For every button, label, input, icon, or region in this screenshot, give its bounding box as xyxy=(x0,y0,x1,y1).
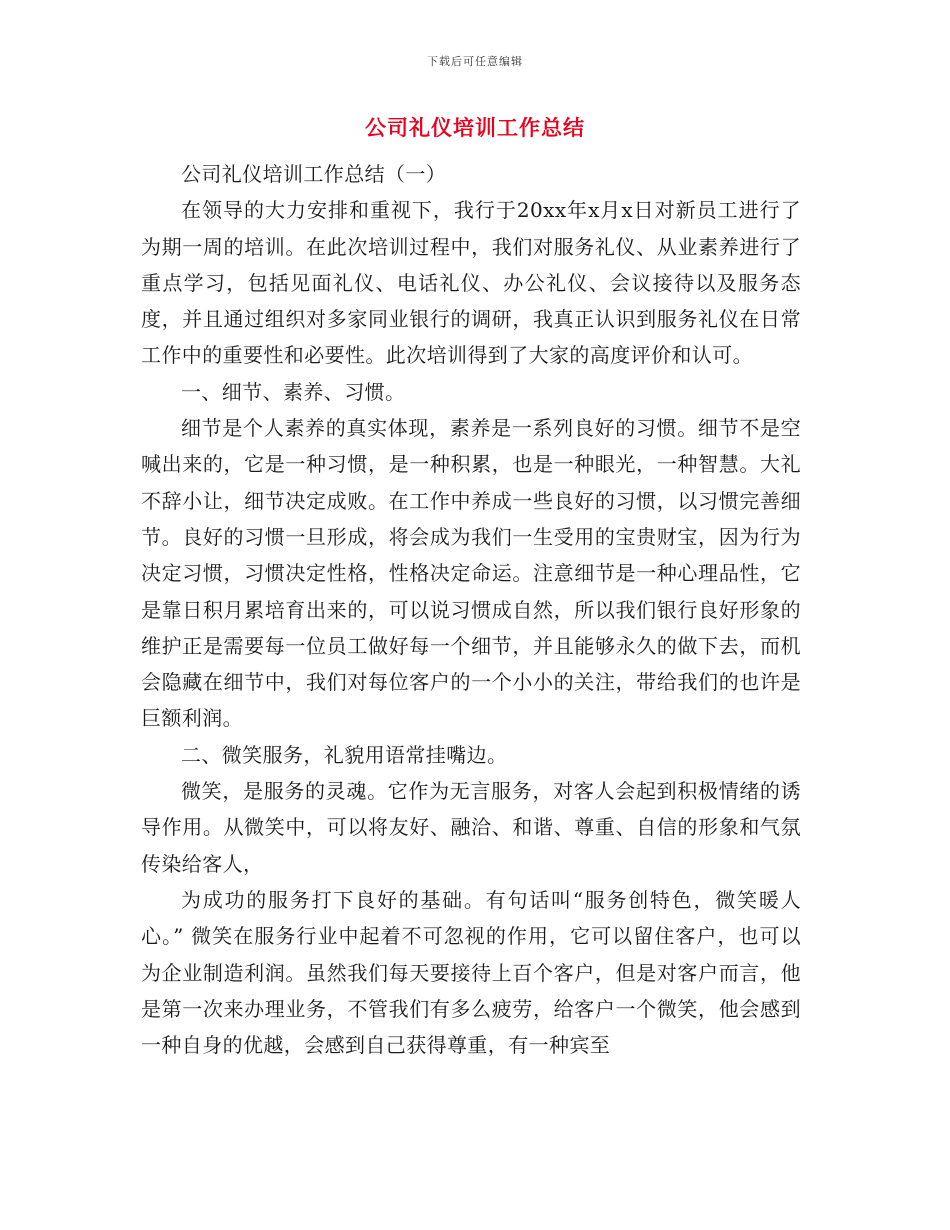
body-paragraph-smile-continued: 为成功的服务打下良好的基础。有句话叫“服务创特色，微笑暖人心。” 微笑在服务行业中起着不可忽视的作用，它可以留住客户，也可以为企业制造利润。虽然我们每天要接待上百个客户，但是对客户而言，他是第一次来办理业务，不管我们有多么疲劳，给客户一个微笑，他会感到一种自身的优越，会感到自己获得尊重，有一种宾至 xyxy=(141,887,801,1058)
page-header-note: 下载后可任意编辑 xyxy=(427,55,523,68)
body-paragraph-details: 细节是个人素养的真实体现，素养是一系列良好的习惯。细节不是空喊出来的，它是一种习惯，是一种积累，也是一种眼光，一种智慧。大礼不辞小让，细节决定成败。在工作中养成一些良好的习惯，以习惯完善细节。良好的习惯一旦形成，将会成为我们一生受用的宝贵财宝，因为行为决定习惯，习惯决定性格，性格决定命运。注意细节是一种心理品性，它是靠日积月累培育出来的，可以说习惯成自然，所以我们银行良好形象的维护正是需要每一位员工做好每一个细节，并且能够永久的做下去，而机会隐藏在细节中，我们对每位客户的一个小小的关注，带给我们的也许是巨额利润。 xyxy=(141,416,801,731)
body-paragraph-training-overview: 在领导的大力安排和重视下，我行于20xx年x月x日对新员工进行了为期一周的培训。在此次培训过程中，我们对服务礼仪、从业素养进行了重点学习，包括见面礼仪、电话礼仪、办公礼仪、会议接待以及服务态度，并且通过组织对多家同业银行的调研，我真正认识到服务礼仪在日常工作中的重要性和必要性。此次培训得到了大家的高度评价和认可。 xyxy=(141,198,801,368)
document-body xyxy=(141,156,801,1063)
body-paragraph-smile: 微笑，是服务的灵魂。它作为无言服务，对客人会起到积极情绪的诱导作用。从微笑中，可以将友好、融洽、和谐、尊重、自信的形象和气氛传染给客人， xyxy=(141,779,801,876)
document-title: 公司礼仪培训工作总结 xyxy=(365,115,585,140)
section-heading-intro: 公司礼仪培训工作总结（一） xyxy=(181,162,447,186)
section-heading-smile-service: 二、微笑服务，礼貌用语常挂嘴边。 xyxy=(181,742,508,767)
section-heading-details: 一、细节、素养、习惯。 xyxy=(181,379,406,404)
